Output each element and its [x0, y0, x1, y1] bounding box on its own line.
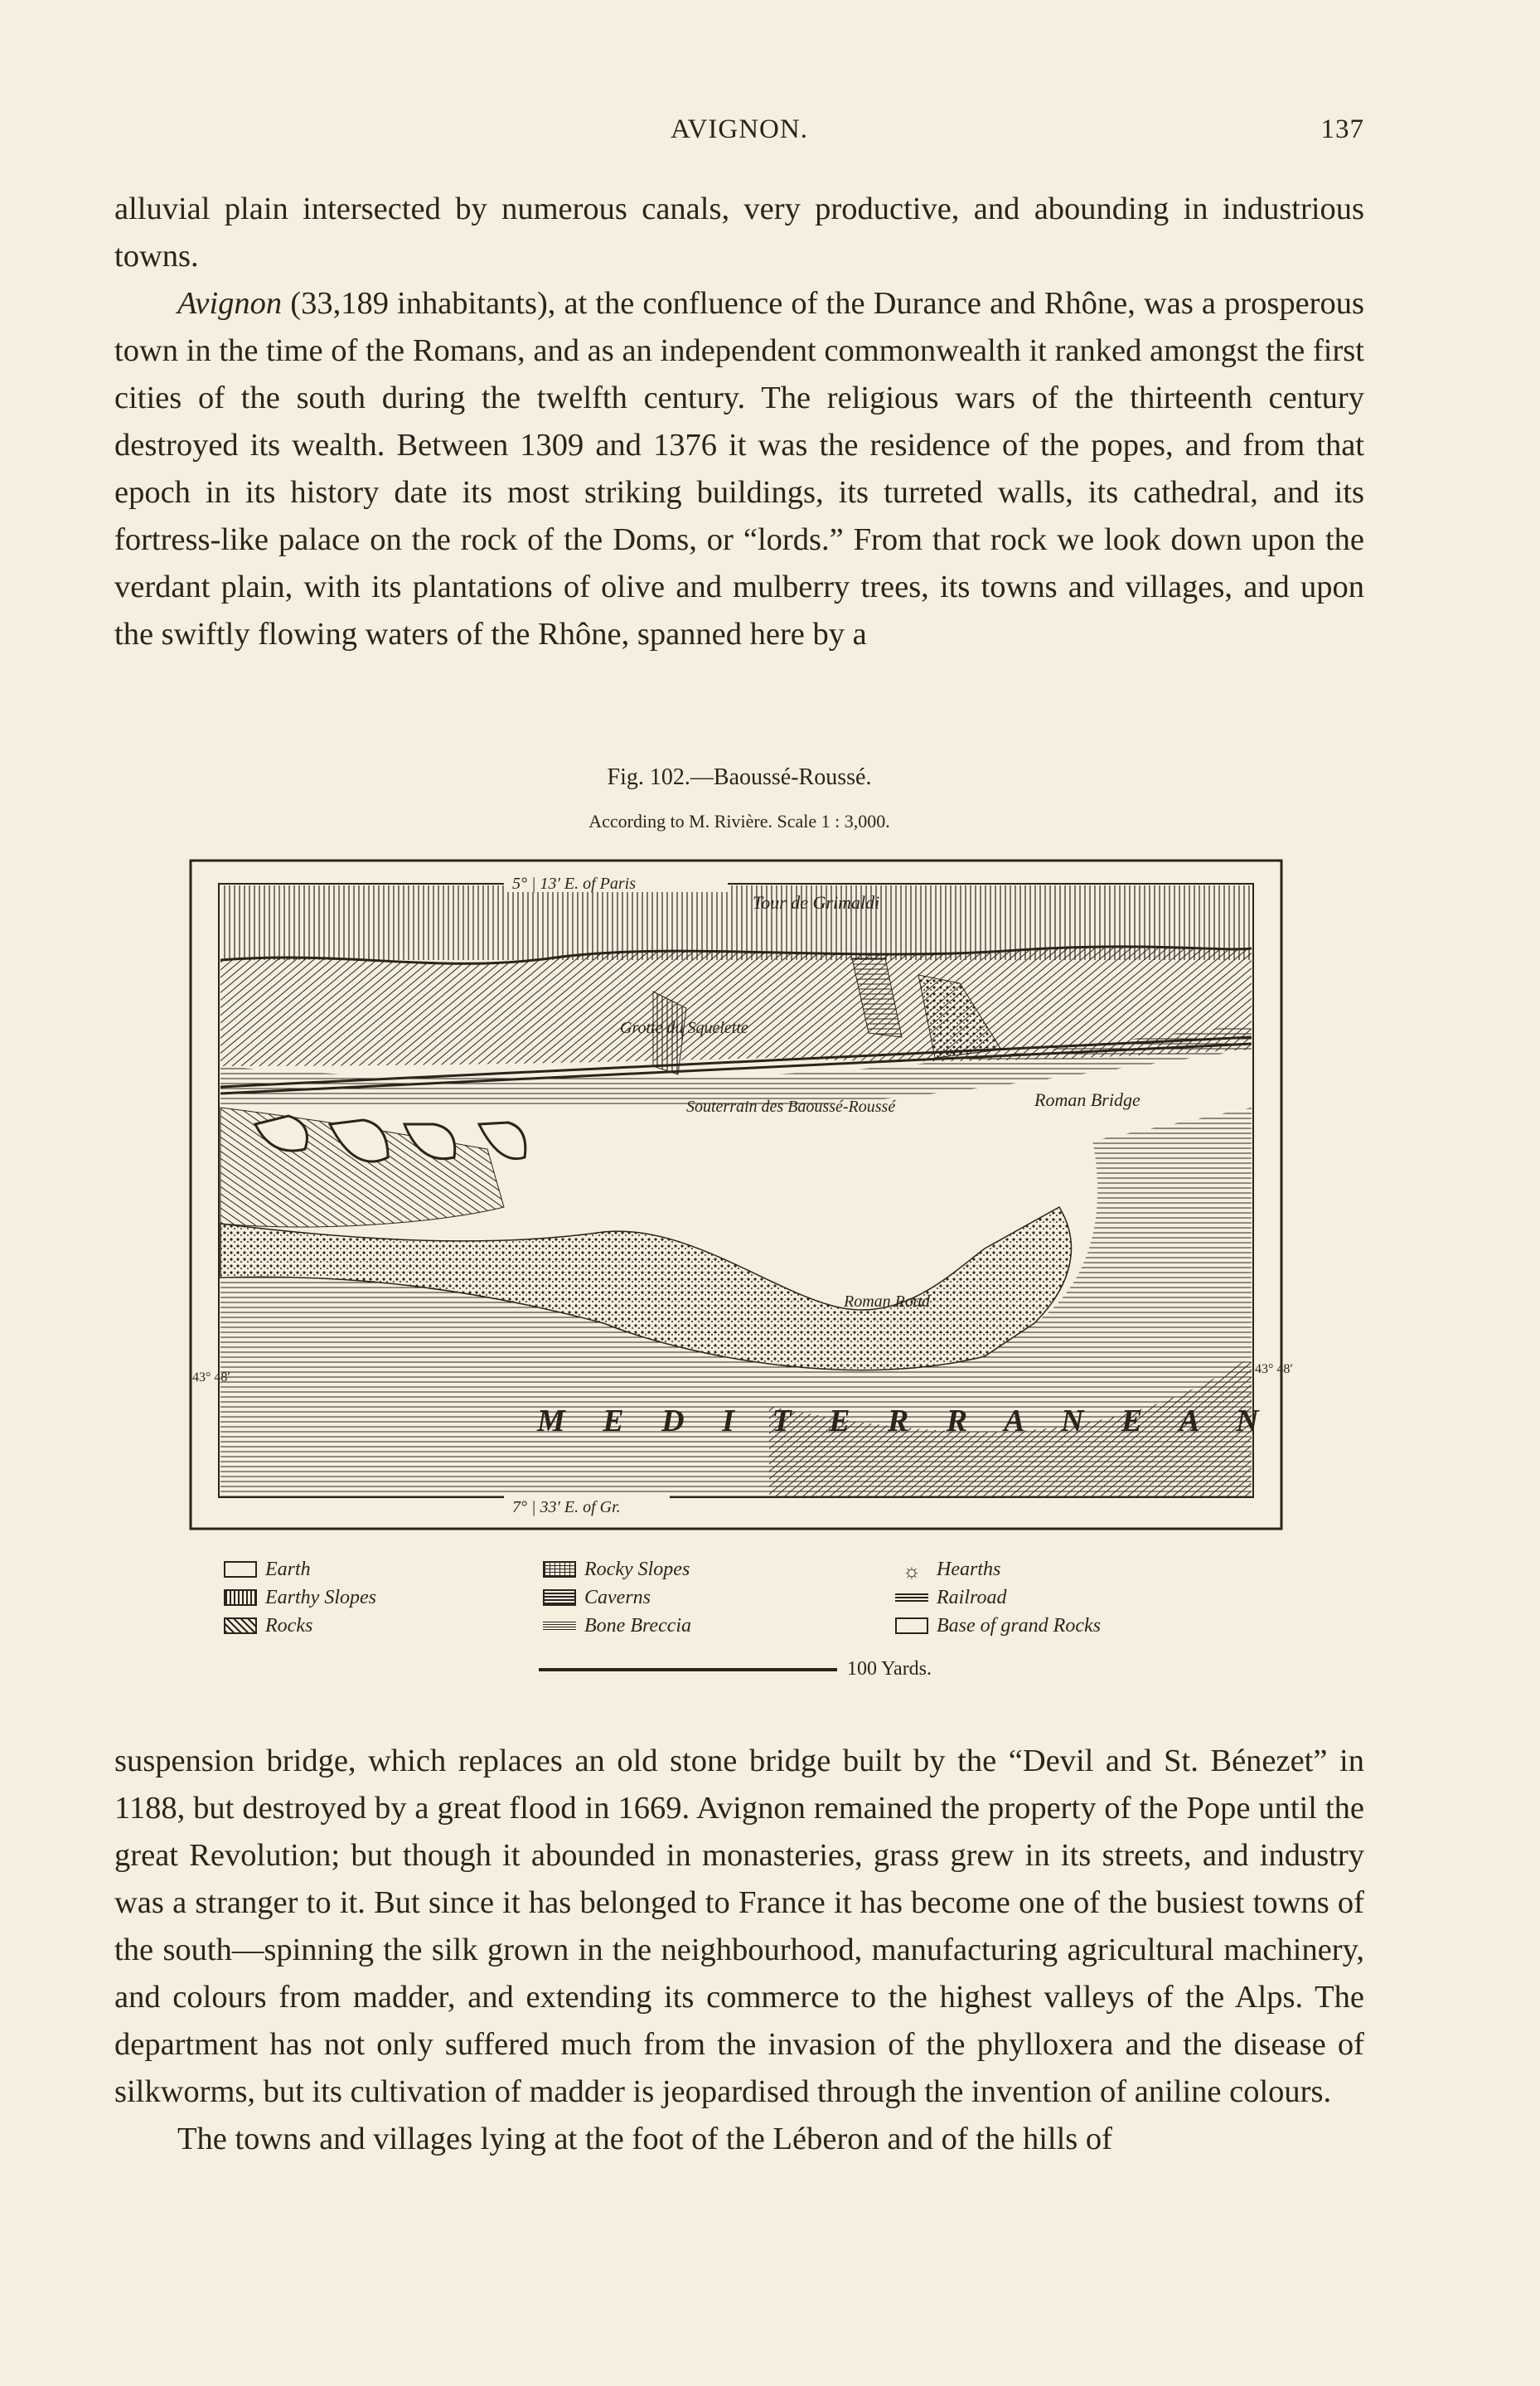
place-name: Avignon	[177, 286, 283, 321]
bone-breccia-swatch	[543, 1622, 576, 1630]
top-coordinate: 5° | 13′ E. of Paris	[512, 875, 636, 893]
right-latitude: 43° 48′	[1255, 1362, 1293, 1376]
legend-item	[224, 1612, 376, 1640]
legend-label: Base of grand Rocks	[937, 1614, 1101, 1637]
legend-label: Earthy Slopes	[265, 1586, 376, 1608]
legend-label: Rocky Slopes	[584, 1558, 690, 1580]
running-header	[114, 114, 1364, 164]
legend-column	[895, 1555, 1101, 1640]
bottom-coordinate: 7° | 33′ E. of Gr.	[512, 1498, 621, 1516]
left-latitude: 43° 48′	[192, 1370, 230, 1385]
legend-label: Earth	[265, 1558, 311, 1580]
label-souterrain: Souterrain des Baoussé-Roussé	[686, 1098, 896, 1116]
body-text-top	[114, 186, 1364, 658]
legend-item	[543, 1555, 691, 1583]
legend-item	[224, 1555, 376, 1583]
legend-item	[224, 1583, 376, 1612]
paragraph-text: (33,189 inhabitants), at the confluence of the Durance and Rhône, was a prosperous town in the time of the Romans, and as an independent commonwealth it ranked amongst the first cities of the south during the twelfth century. The religious wars of the thirteenth century destroyed its wealth. Between 1309 and 1376 it was the residence of the popes, and from that epoch in its history date its most striking buildings, its turreted walls, its cathedral, and its fortress-like palace on the rock of the Doms, or “lords.” From that rock we look down upon the verdant plain, with its plantations of olive and mulberry trees, its towns and villages, and upon the swiftly flowing waters of the Rhône, spanned here by a	[114, 286, 1364, 652]
label-tour: Tour de Grimaldi	[753, 892, 880, 913]
legend-item	[543, 1583, 691, 1612]
base-rocks-swatch	[895, 1617, 928, 1634]
scale-line	[539, 1668, 837, 1671]
legend-label: Hearths	[937, 1558, 1001, 1580]
earth-swatch	[224, 1561, 257, 1578]
legend-label: Caverns	[584, 1586, 651, 1608]
caverns-swatch	[543, 1589, 576, 1606]
legend-item	[895, 1555, 1101, 1583]
map-figure	[189, 859, 1293, 1530]
rocky-slopes-swatch	[543, 1561, 576, 1578]
earthy-slopes-swatch	[224, 1589, 257, 1606]
hearth-icon: ☼	[903, 1561, 921, 1583]
scale-label: 100 Yards.	[847, 1658, 932, 1680]
paragraph: suspension bridge, which replaces an old stone bridge built by the “Devil and St. Bénezet” in 1188, but destroyed by a great flood in 1669. Avignon remained the property of the Pope until the great Revolution; but though it abounded in monasteries, grass grew in its streets, and industry was a stranger to it. But since it has belonged to France it has become one of the busiest towns of the south—spinning the silk grown in the neighbourhood, manufacturing agricultural machinery, and colours from madder, and extending its commerce to the highest valleys of the Alps. The department has not only suffered much from the invasion of the phylloxera and the disease of silkworms, but its cultivation of madder is jeopardised through the invention of aniline colours.	[114, 1743, 1364, 2109]
rocks-swatch	[224, 1617, 257, 1634]
legend-item	[895, 1612, 1101, 1640]
body-text-bottom	[114, 1738, 1364, 2163]
legend-column	[224, 1555, 376, 1640]
legend-label: Railroad	[937, 1586, 1007, 1608]
paragraph	[114, 280, 1364, 658]
scale-bar	[539, 1658, 1119, 1683]
figure-subcaption: According to M. Rivière. Scale 1 : 3,000.	[588, 811, 890, 832]
map-svg	[189, 859, 1293, 1530]
running-title: AVIGNON.	[671, 114, 808, 144]
label-roman-road: Roman Road	[844, 1292, 930, 1311]
page-number: 137	[1320, 114, 1364, 144]
legend-label: Rocks	[265, 1614, 313, 1637]
paragraph: alluvial plain intersected by numerous canals, very productive, and abounding in industrious towns.	[114, 192, 1364, 274]
legend-column	[543, 1555, 691, 1640]
figure-caption: Fig. 102.—Baoussé-Roussé.	[607, 764, 872, 790]
paragraph: The towns and villages lying at the foot of the Léberon and of the hills of	[177, 2122, 1112, 2156]
legend-item	[895, 1583, 1101, 1612]
legend-label: Bone Breccia	[584, 1614, 692, 1637]
label-roman-bridge: Roman Bridge	[1034, 1089, 1140, 1110]
legend-item	[543, 1612, 691, 1640]
railroad-swatch	[895, 1593, 928, 1602]
label-grotte: Grotte du Squelette	[620, 1019, 748, 1037]
label-mediterranean: M E D I T E R R A N E A N	[537, 1404, 1274, 1438]
